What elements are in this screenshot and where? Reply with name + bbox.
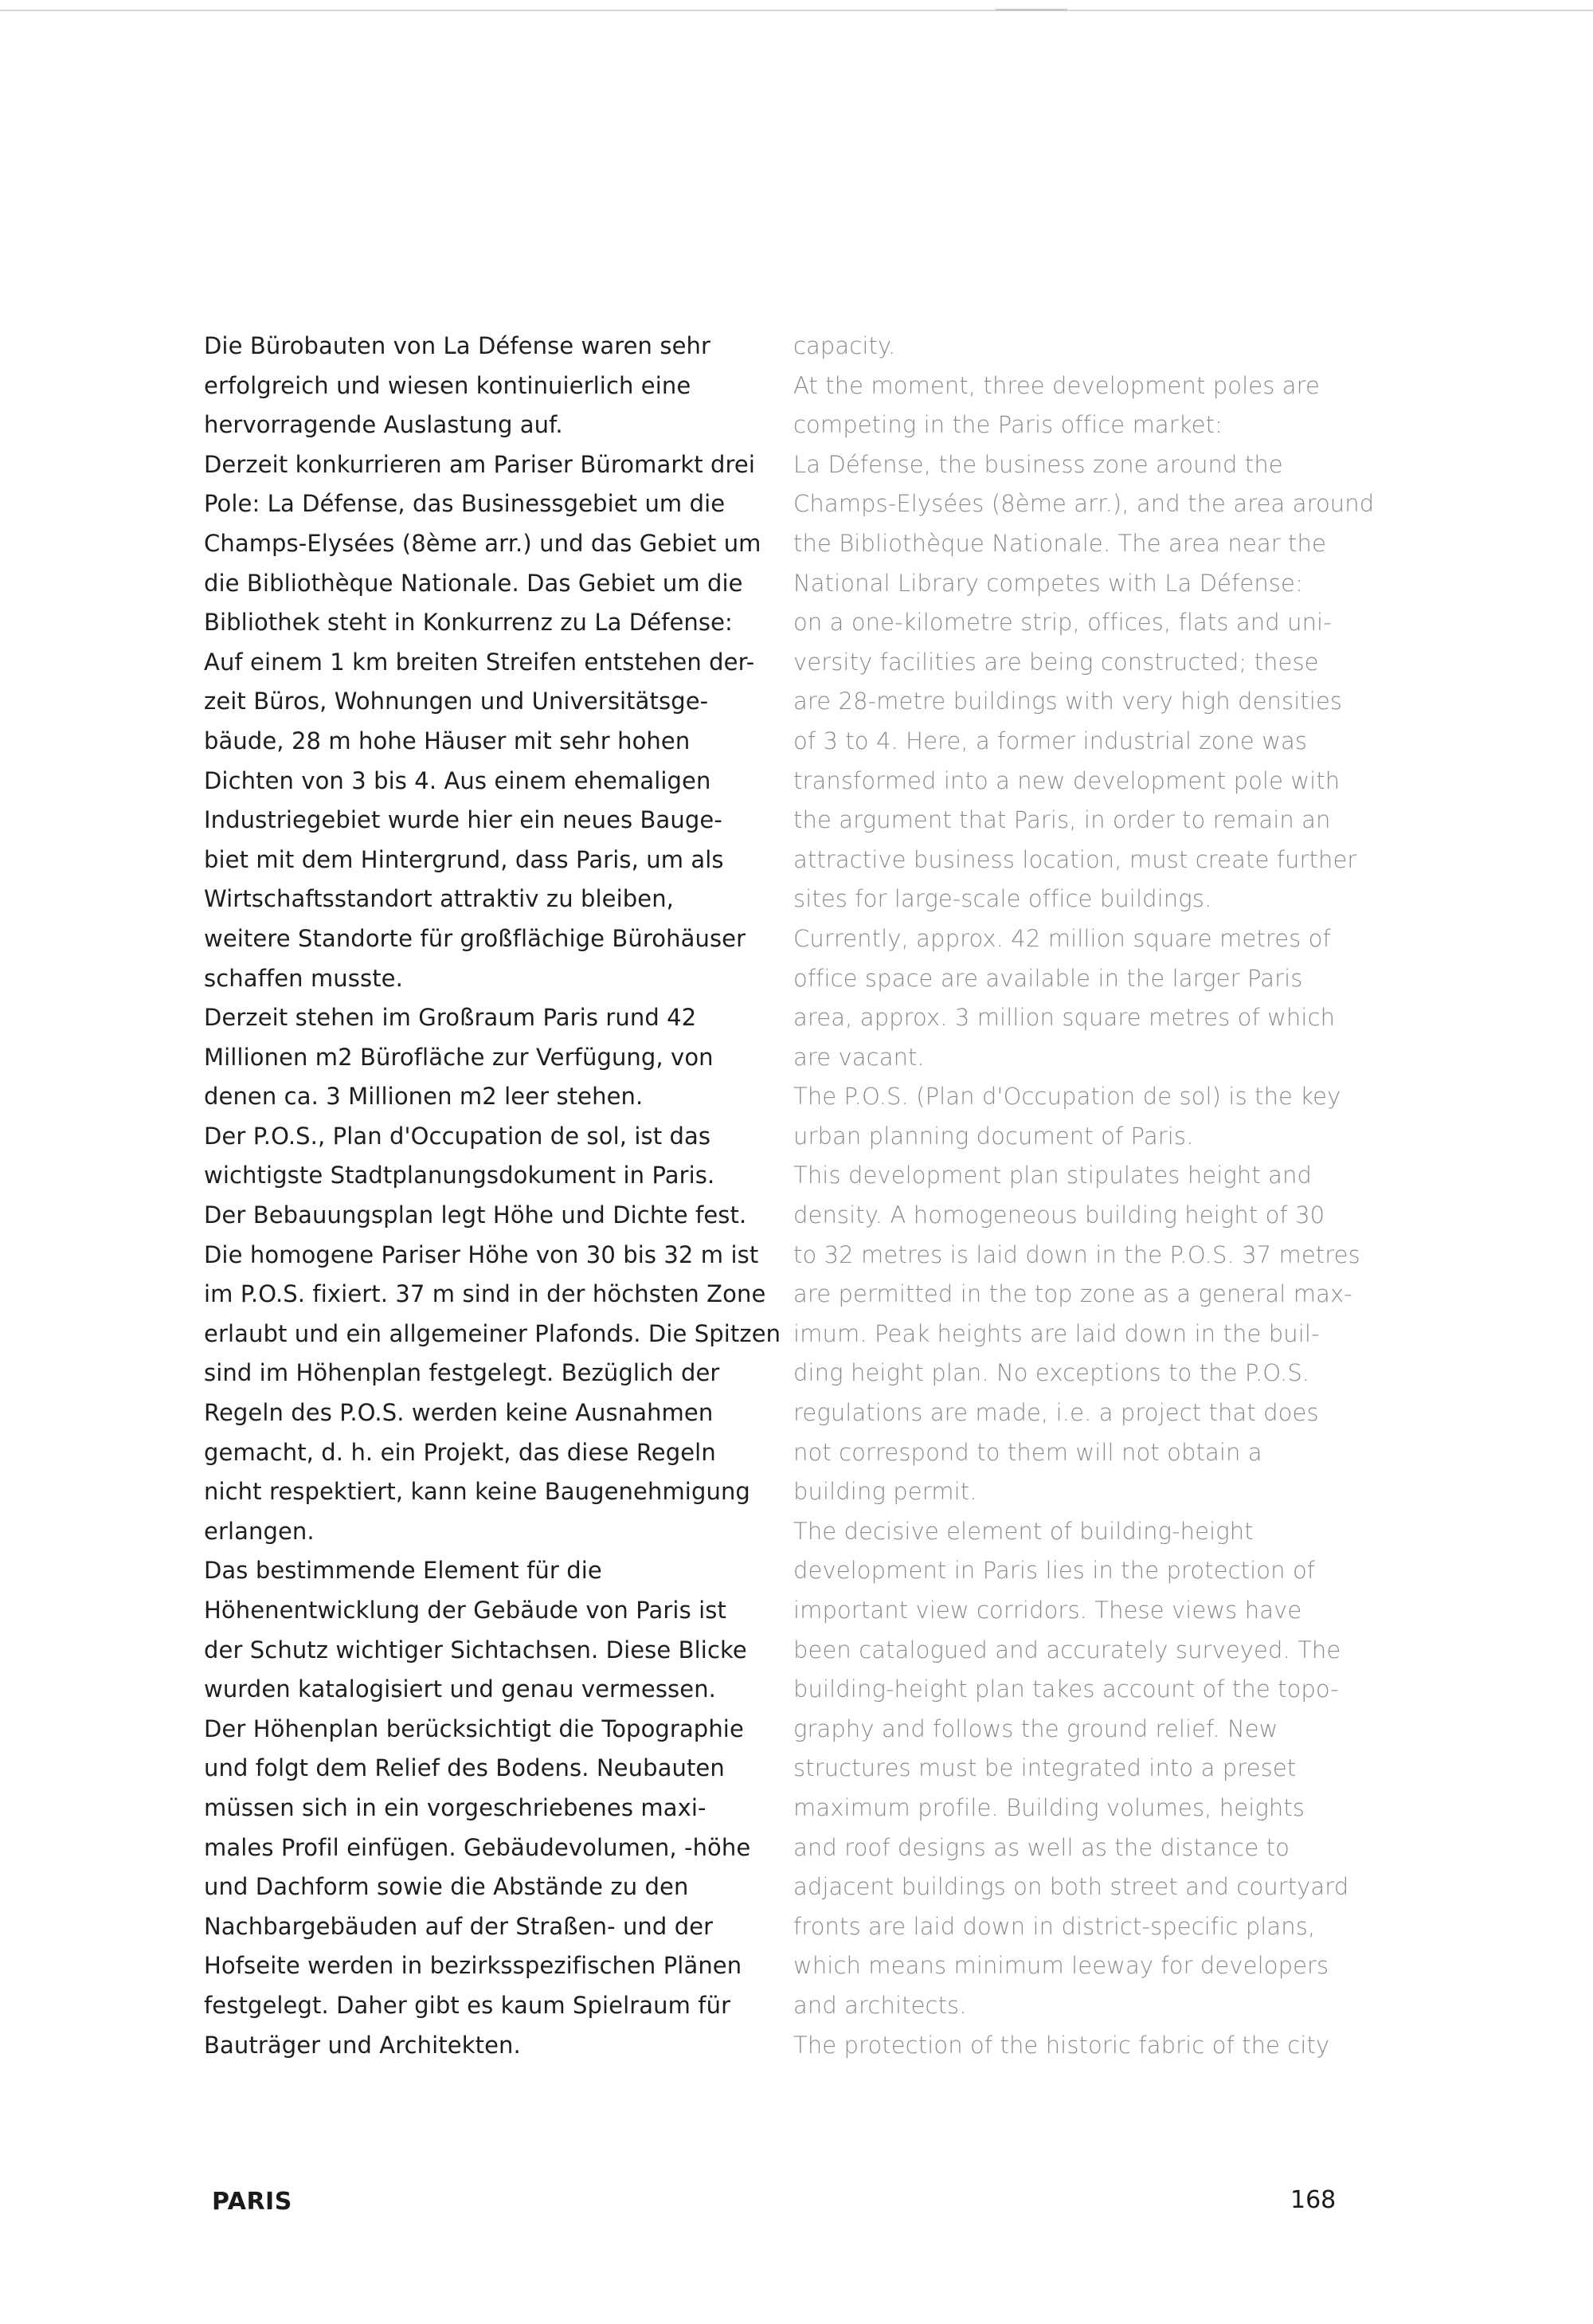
text-line: hervorragende Auslastung auf. [204, 411, 563, 439]
text-line: maximum profile. Building volumes, heights [793, 1793, 1305, 1821]
text-line: been catalogued and accurately surveyed. The [793, 1636, 1341, 1664]
text-line: erfolgreich und wiesen kontinuierlich eine [204, 371, 691, 399]
text-line: La Défense, the business zone around the [793, 450, 1283, 478]
text-line: The protection of the historic fabric of the city [793, 2031, 1330, 2059]
text-line: Pole: La Défense, das Businessgebiet um die [204, 490, 726, 518]
text-line: the argument that Paris, in order to remain an [793, 806, 1331, 834]
text-line: Bibliothek steht in Konkurrenz zu La Défense: [204, 609, 733, 637]
text-line: biet mit dem Hintergrund, dass Paris, um als [204, 845, 724, 873]
text-line: the Bibliothèque Nationale. The area near the [793, 529, 1326, 557]
text-line: are permitted in the top zone as a general max- [793, 1280, 1352, 1308]
text-line: regulations are made, i.e. a project that does [793, 1399, 1319, 1427]
text-line: Hofseite werden in bezirksspezifischen Plänen [204, 1952, 742, 1980]
text-line: festgelegt. Daher gibt es kaum Spielraum für [204, 1991, 731, 2019]
text-line: National Library competes with La Défense: [793, 569, 1303, 597]
text-line: gemacht, d. h. ein Projekt, das diese Regeln [204, 1438, 716, 1466]
text-line: The P.O.S. (Plan d'Occupation de sol) is the key [793, 1083, 1341, 1111]
text-line: are vacant. [793, 1043, 925, 1071]
text-line: important view corridors. These views have [793, 1597, 1302, 1624]
text-line: Der Höhenplan berücksichtigt die Topographie [204, 1715, 744, 1742]
text-line: Derzeit stehen im Großraum Paris rund 42 [204, 1004, 697, 1032]
english-text-column [793, 327, 1374, 2065]
text-line: building permit. [793, 1478, 977, 1506]
text-line: und folgt dem Relief des Bodens. Neubauten [204, 1754, 725, 1782]
text-line: schaffen musste. [204, 964, 403, 992]
text-line: Currently, approx. 42 million square metres of [793, 924, 1331, 952]
section-title: PARIS [212, 2188, 292, 2216]
text-line: males Profil einfügen. Gebäudevolumen, -höhe [204, 1833, 751, 1861]
text-line: area, approx. 3 million square metres of which [793, 1004, 1336, 1032]
text-line: on a one-kilometre strip, offices, flats and uni- [793, 609, 1332, 637]
text-line: zeit Büros, Wohnungen und Universitätsge- [204, 688, 709, 715]
text-line: of 3 to 4. Here, a former industrial zone was [793, 727, 1308, 754]
text-line: Industriegebiet wurde hier ein neues Bauge- [204, 806, 722, 834]
text-line: Millionen m2 Bürofläche zur Verfügung, von [204, 1043, 714, 1071]
text-line: and architects. [793, 1991, 967, 2019]
text-line: imum. Peak heights are laid down in the buil- [793, 1319, 1320, 1347]
text-line: Derzeit konkurrieren am Pariser Büromarkt drei [204, 450, 756, 478]
text-line: Champs-Elysées (8ème arr.) und das Gebiet um [204, 529, 761, 557]
text-line: and roof designs as well as the distance to [793, 1833, 1290, 1861]
text-line: im P.O.S. fixiert. 37 m sind in der höchsten Zone [204, 1280, 766, 1308]
text-line: Das bestimmende Element für die [204, 1557, 602, 1585]
text-line: Auf einem 1 km breiten Streifen entstehen der- [204, 648, 755, 676]
text-line: are 28-metre buildings with very high densities [793, 688, 1343, 715]
text-line: die Bibliothèque Nationale. Das Gebiet um die [204, 569, 743, 597]
text-line: to 32 metres is laid down in the P.O.S. 37 metres [793, 1240, 1360, 1268]
text-line: The decisive element of building-height [793, 1517, 1254, 1545]
text-line: weitere Standorte für großflächige Bürohäuser [204, 924, 746, 952]
text-line: wurden katalogisiert und genau vermessen. [204, 1675, 716, 1703]
top-rule [0, 10, 1593, 11]
text-line: Regeln des P.O.S. werden keine Ausnahmen [204, 1399, 714, 1427]
text-line: Die homogene Pariser Höhe von 30 bis 32 m ist [204, 1240, 759, 1268]
text-line: urban planning document of Paris. [793, 1122, 1194, 1150]
text-line: Der P.O.S., Plan d'Occupation de sol, ist das [204, 1122, 711, 1150]
text-line: which means minimum leeway for developers [793, 1952, 1329, 1980]
text-line: müssen sich in ein vorgeschriebenes maxi- [204, 1793, 706, 1821]
text-line: fronts are laid down in district-specific plans, [793, 1912, 1316, 1940]
text-line: Dichten von 3 bis 4. Aus einem ehemaligen [204, 766, 711, 794]
text-line: competing in the Paris office market: [793, 411, 1223, 439]
text-line: office space are available in the larger Paris [793, 964, 1303, 992]
text-line: adjacent buildings on both street and courtyard [793, 1873, 1349, 1901]
text-line: wichtigste Stadtplanungsdokument in Paris. [204, 1162, 715, 1189]
text-line: Der Bebauungsplan legt Höhe und Dichte fest. [204, 1201, 747, 1229]
text-line: erlaubt und ein allgemeiner Plafonds. Die Spitzen [204, 1319, 781, 1347]
text-line: not correspond to them will not obtain a [793, 1438, 1262, 1466]
text-line: versity facilities are being constructed; these [793, 648, 1319, 676]
text-line: density. A homogeneous building height of 30 [793, 1201, 1325, 1229]
text-line: der Schutz wichtiger Sichtachsen. Diese Blicke [204, 1636, 747, 1664]
text-line: graphy and follows the ground relief. New [793, 1715, 1278, 1742]
text-line: sites for large-scale office buildings. [793, 885, 1212, 913]
text-line: building-height plan takes account of the topo- [793, 1675, 1339, 1703]
text-line: bäude, 28 m hohe Häuser mit sehr hohen [204, 727, 691, 754]
text-line: denen ca. 3 Millionen m2 leer stehen. [204, 1083, 644, 1111]
text-line: Die Bürobauten von La Défense waren sehr [204, 332, 711, 359]
text-line: development in Paris lies in the protection of [793, 1557, 1316, 1585]
text-line: At the moment, three development poles are [793, 371, 1320, 399]
text-line: Bauträger und Architekten. [204, 2031, 521, 2059]
text-line: erlangen. [204, 1517, 315, 1545]
text-line: structures must be integrated into a preset [793, 1754, 1297, 1782]
text-line: attractive business location, must create further [793, 845, 1357, 873]
text-line: capacity. [793, 332, 896, 359]
text-line: Höhenentwicklung der Gebäude von Paris ist [204, 1597, 726, 1624]
text-line: Wirtschaftsstandort attraktiv zu bleiben, [204, 885, 675, 913]
text-line: ding height plan. No exceptions to the P.O.S. [793, 1359, 1310, 1387]
german-text-column [204, 327, 781, 2065]
page-number: 168 [1290, 2186, 1337, 2214]
text-line: und Dachform sowie die Abstände zu den [204, 1873, 689, 1901]
text-line: Nachbargebäuden auf der Straßen- und der [204, 1912, 714, 1940]
text-line: nicht respektiert, kann keine Baugenehmigung [204, 1478, 750, 1506]
text-line: sind im Höhenplan festgelegt. Bezüglich der [204, 1359, 720, 1387]
text-line: transformed into a new development pole with [793, 766, 1341, 794]
text-line: Champs-Elysées (8ème arr.), and the area around [793, 490, 1375, 518]
text-line: This development plan stipulates height and [793, 1162, 1313, 1189]
